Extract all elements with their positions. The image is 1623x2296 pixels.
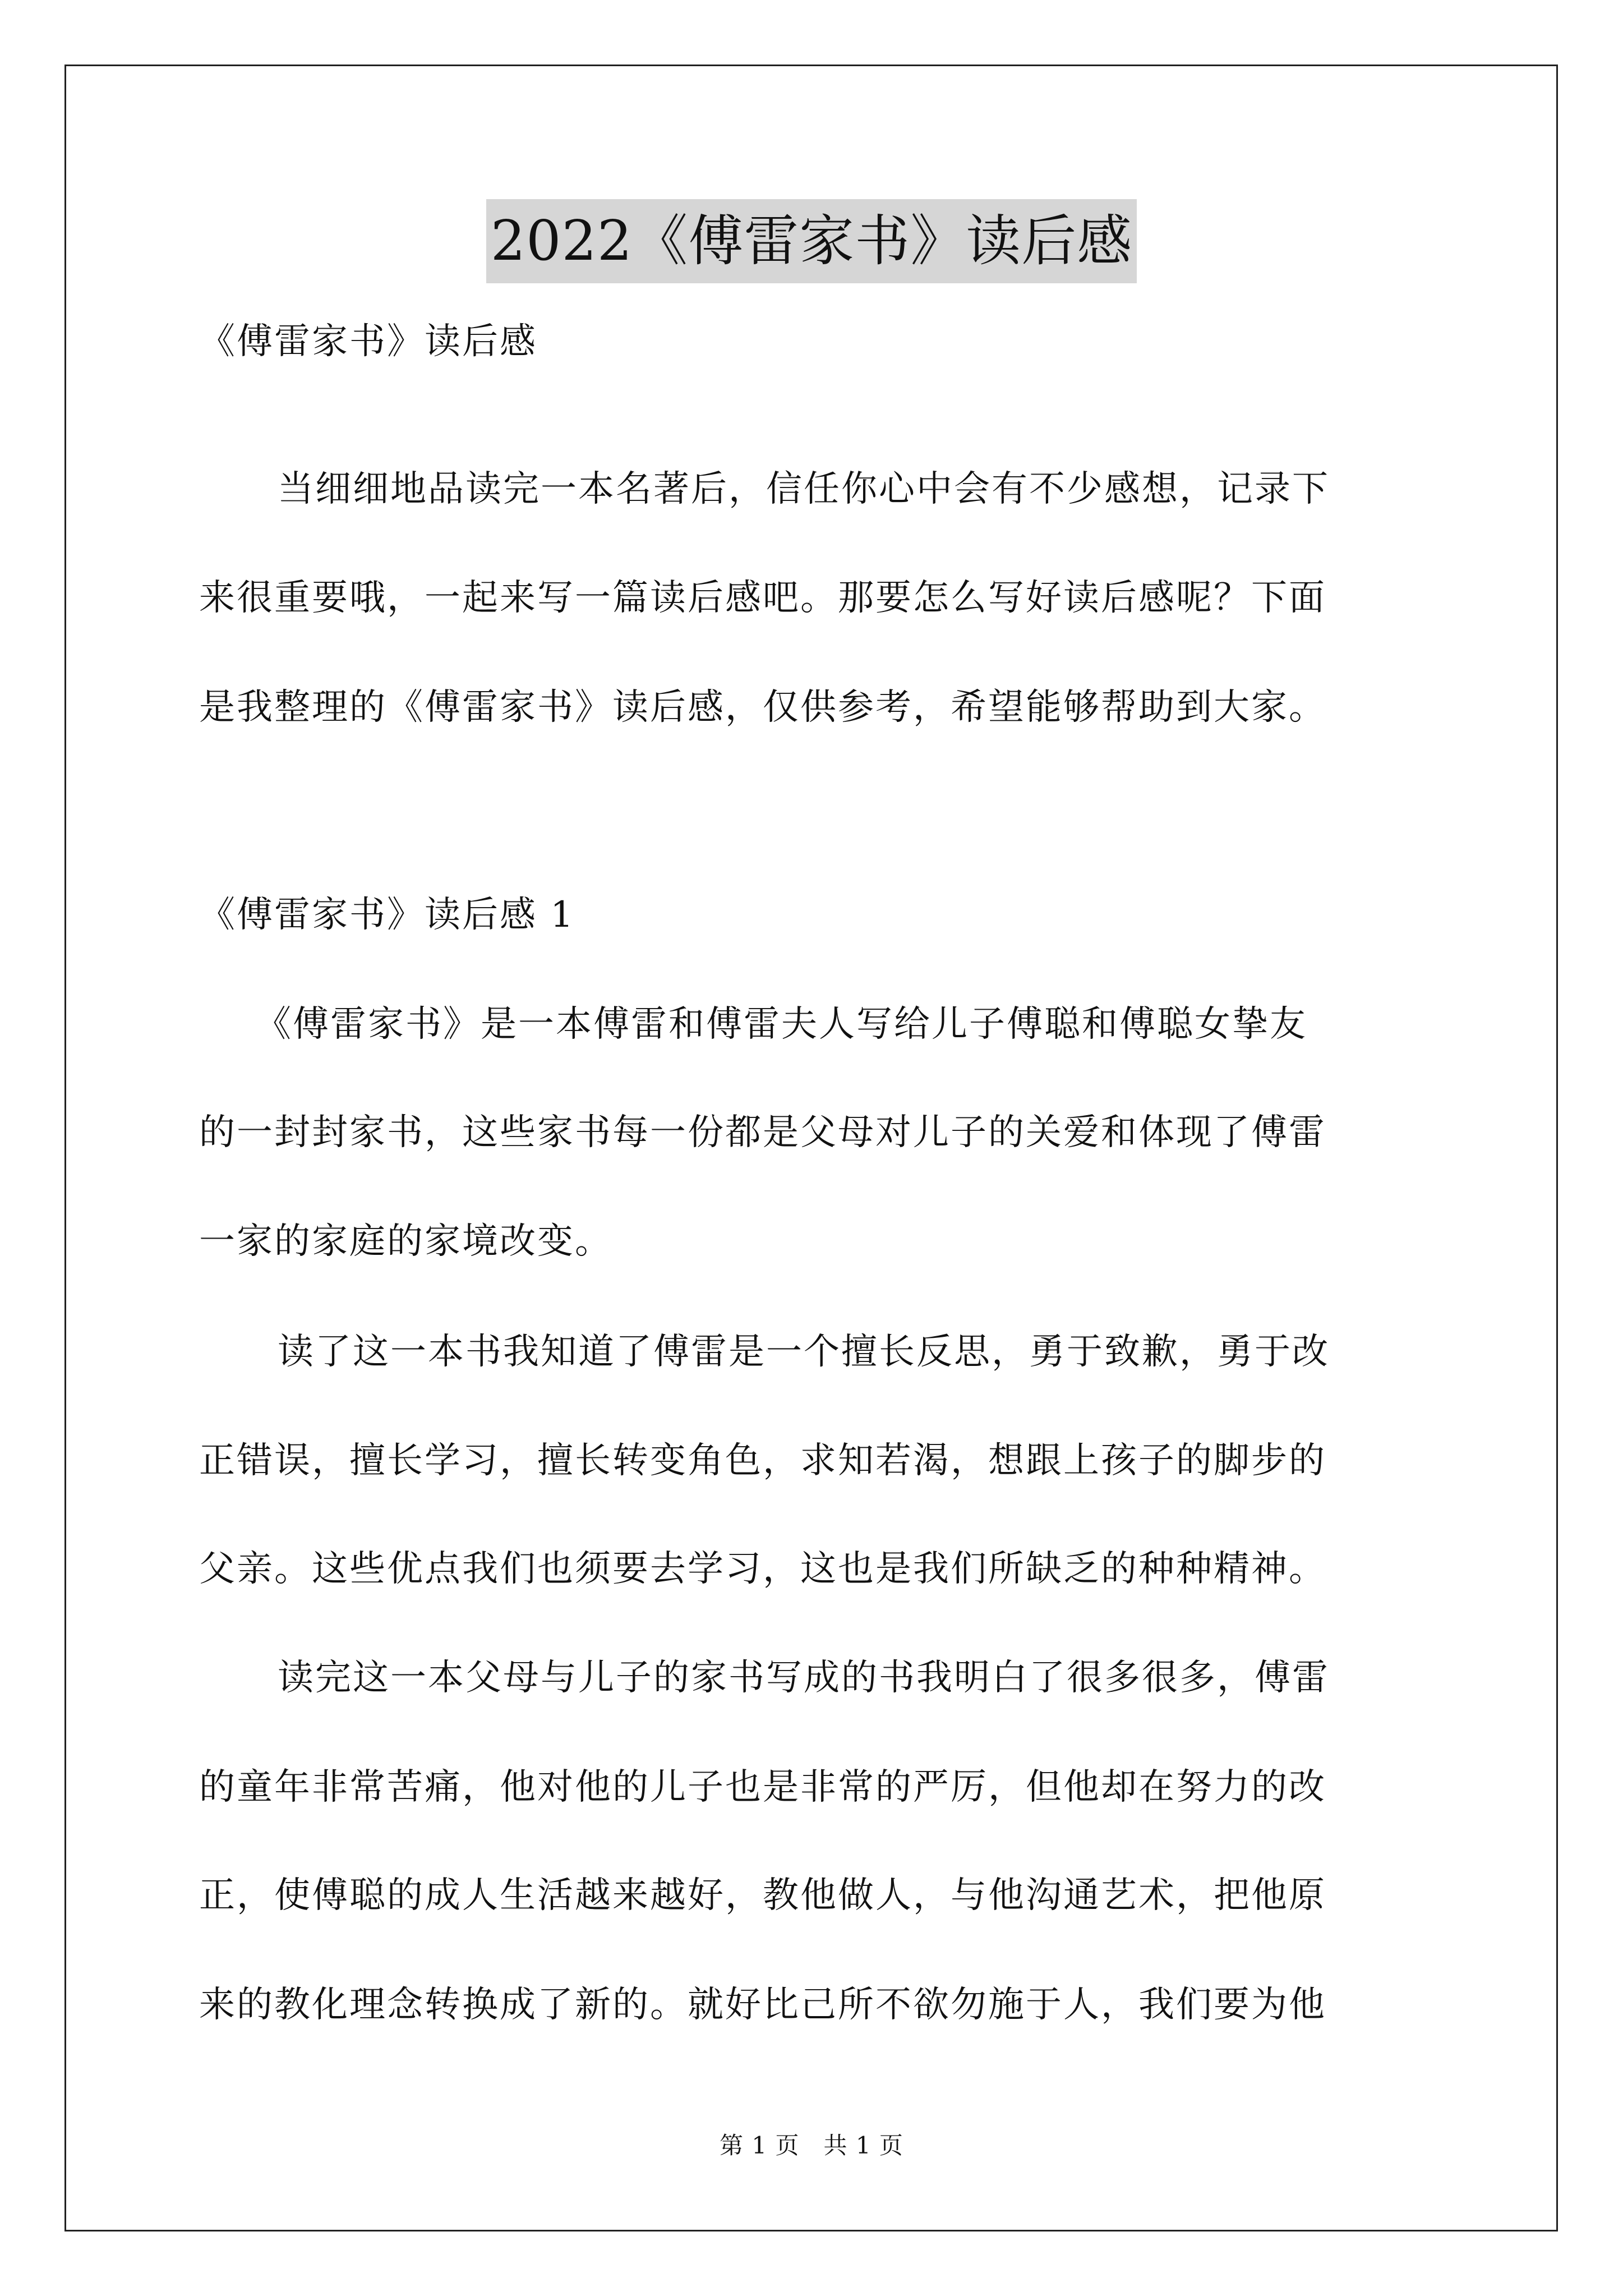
document-title: 2022《傅雷家书》读后感 — [486, 199, 1137, 283]
paragraph1-line-2: 的一封封家书，这些家书每一份都是父母对儿子的关爱和体现了傅雷 — [199, 1112, 1326, 1153]
section-heading: 《傅雷家书》读后感 1 — [199, 894, 575, 936]
paragraph2-line-3: 父亲。这些优点我们也须要去学习，这也是我们所缺乏的种种精神。 — [199, 1548, 1326, 1590]
paragraph1-line-3: 一家的家庭的家境改变。 — [199, 1221, 612, 1262]
paragraph2-line-1: 读了这一本书我知道了傅雷是一个擅长反思，勇于致歉，勇于改 — [278, 1331, 1330, 1373]
paragraph3-line-1: 读完这一本父母与儿子的家书写成的书我明白了很多很多，傅雷 — [278, 1657, 1330, 1699]
title-block — [0, 199, 1623, 283]
document-subtitle: 《傅雷家书》读后感 — [199, 321, 537, 362]
intro-line-2: 来很重要哦，一起来写一篇读后感吧。那要怎么写好读后感呢？下面 — [199, 577, 1326, 619]
paragraph3-line-2: 的童年非常苦痛，他对他的儿子也是非常的严厉，但他却在努力的改 — [199, 1766, 1326, 1808]
paragraph1-line-1: 《傅雷家书》是一本傅雷和傅雷夫人写给儿子傅聪和傅聪女挚友 — [255, 1004, 1307, 1045]
paragraph3-line-3: 正，使傅聪的成人生活越来越好，教他做人，与他沟通艺术，把他原 — [199, 1875, 1326, 1916]
paragraph3-line-4: 来的教化理念转换成了新的。就好比己所不欲勿施于人，我们要为他 — [199, 1984, 1326, 2026]
page-number-footer: 第 1 页 共 1 页 — [720, 2132, 903, 2159]
intro-line-3: 是我整理的《傅雷家书》读后感，仅供参考，希望能够帮助到大家。 — [199, 687, 1326, 728]
paragraph2-line-2: 正错误，擅长学习，擅长转变角色，求知若渴，想跟上孩子的脚步的 — [199, 1440, 1326, 1481]
intro-line-1: 当细细地品读完一本名著后，信任你心中会有不少感想，记录下 — [278, 468, 1330, 510]
